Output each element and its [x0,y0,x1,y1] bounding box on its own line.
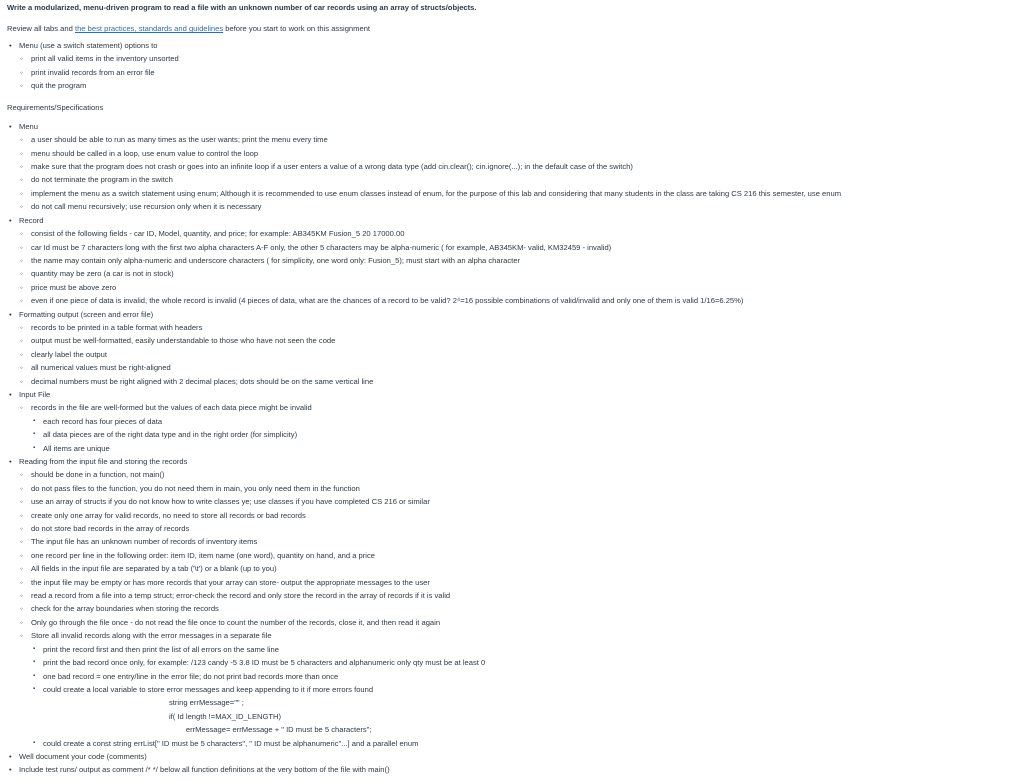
review-paragraph [7,22,1017,35]
list-item: • Menu (use a switch statement) options to ◦ print all valid items in the inventory unsorted ◦ print invalid records from an error file ◦ quit the program [19,39,1017,93]
assignment-title: Write a modularized, menu-driven program to read a file with an unknown number of car records using an array of structs/objects. [7,3,477,12]
list-item: ◦ records to be printed in a table format with headers [31,321,1017,334]
list-item: ◦ price must be above zero [31,281,1017,294]
list-item: ◦ a user should be able to run as many times as the user wants; print the menu every time [31,133,1017,146]
reading-section: • Reading from the input file and storing the records ◦ should be done in a function, not main() ◦ do not pass files to the function, you do not need them in main, you only need them in the function ◦ use an array of structs if you do not know how to write classes ye; use classes if you have completed CS 216 or similar ◦ create only one array for valid records, no need to store all records or bad records ◦ do not store bad records in the array of records ◦ The input file has an unknown number of records of inventory items ◦ one record per line in the following order: item ID, item name (one word), quantity on hand, and a price ◦ All fields in the input file are separated by a tab ('\t') or a blank (up to you) ◦ the input file may be empty or has more records that your array can store- output the appropriate messages to the user ◦ read a record from a file into a temp struct; error-check the record and only store the record in the array of records if it is valid ◦ check for the array boundaries when storing the records ◦ Only go through the file once - do not read the file once to count the number of the records, close it, and then read it again ◦ Store all invalid records along with the error messages in a separate file ▪ print the record first and then print the list of all errors on the same line ▪ print the bad record once only, for example: /123 candy -5 3.8 ID must be 5 characters and alphanumeric only qty must be at least 0 ▪ one bad record = one entry/line in the error file; do not print bad records more than once ▪ could create a local variable to store error messages and keep appending to it if more errors found string errMessage="" ; if( Id length !=MAX_ID_LENGTH) errMessage= errMessage + " ID must be 5 characters"; ▪ could create a const string errList[" ID must be 5 characters", " ID must be alphanumeric"...] and a parallel enum [19,455,1017,750]
list-item: ◦ output must be well-formatted, easily understandable to those who have not seen the code [31,334,1017,347]
list-item: ▪ print the record first and then print the list of all errors on the same line [43,643,1017,656]
list-item: ◦ should be done in a function, not main() [31,468,1017,481]
list-item: ◦ implement the menu as a switch statement using enum; Although it is recommended to use enum classes instead of enum, for the purpose of this lab and considering that many students in the class are taking CS 216 this semester, use enum [31,187,1017,200]
list-item: ◦ car Id must be 7 characters long with the first two alpha characters A-F only, the other 5 characters may be alpha-numeric ( for example, AB345KM- valid, KM32459 - invalid) [31,241,1017,254]
list-item: ◦ one record per line in the following order: item ID, item name (one word), quantity on hand, and a price [31,549,1017,562]
list-item: • Include test runs/ output as comment /* */ below all function definitions at the very bottom of the file with main() [19,763,1017,776]
assignment-document [7,0,1017,777]
list-item: ◦ create only one array for valid records, no need to store all records or bad records [31,509,1017,522]
list-item: ◦ clearly label the output [31,348,1017,361]
list-item: ◦ do not store bad records in the array of records [31,522,1017,535]
list-item: ◦ print all valid items in the inventory unsorted [31,52,1017,65]
list-item: ◦ do not call menu recursively; use recursion only when it is necessary [31,200,1017,213]
input-file-section: • Input File ◦ records in the file are well-formed but the values of each data piece might be invalid ▪ each record has four pieces of data ▪ all data pieces are of the right data type and in the right order (for simplicity) ▪ All items are unique [19,388,1017,455]
list-item: ◦ The input file has an unknown number of records of inventory items [31,535,1017,548]
intro-list [7,39,1017,93]
list-item: ◦ consist of the following fields - car ID, Model, quantity, and price; for example: AB345KM Fusion_5 20 17000.00 [31,227,1017,240]
list-item: ◦ read a record from a file into a temp struct; error-check the record and only store the record in the array of records if it is valid [31,589,1017,602]
code-line: if( Id length !=MAX_ID_LENGTH) [169,711,282,721]
list-item: ◦ all numerical values must be right-aligned [31,361,1017,374]
code-line: errMessage= errMessage + " ID must be 5 characters"; [169,725,372,735]
list-item: ◦ print invalid records from an error file [31,66,1017,79]
list-item: ◦ even if one piece of data is invalid, the whole record is invalid (4 pieces of data, what are the chances of a record to be valid? 2⁴=16 possible combinations of valid/invalid and only one of them is valid 1/16=6.25%) [31,294,1017,307]
review-text-after: before you start to work on this assignment [223,24,371,34]
list-item: ◦ quit the program [31,79,1017,92]
list-item: • Well document your code (comments) [19,750,1017,763]
list-item: ◦ do not pass files to the function, you do not need them in main, you only need them in the function [31,482,1017,495]
list-item: ◦ All fields in the input file are separated by a tab ('\t') or a blank (up to you) [31,562,1017,575]
list-item: ▪ all data pieces are of the right data type and in the right order (for simplicity) [43,428,1017,441]
list-item: ◦ use an array of structs if you do not know how to write classes ye; use classes if you have completed CS 216 or similar [31,495,1017,508]
requirements-list [7,120,1017,777]
requirements-heading: Requirements/Specifications [7,103,104,113]
list-item: ◦ do not terminate the program in the switch [31,173,1017,186]
list-item: ◦ decimal numbers must be right aligned with 2 decimal places; dots should be on the same vertical line [31,375,1017,388]
list-item: ◦ make sure that the program does not crash or goes into an infinite loop if a user enters a value of a wrong data type (add cin.clear(); cin.ignore(...); in the default case of the switch) [31,160,1017,173]
code-line: string errMessage="" ; [169,698,244,708]
menu-section: • Menu ◦ a user should be able to run as many times as the user wants; print the menu every time ◦ menu should be called in a loop, use enum value to control the loop ◦ make sure that the program does not crash or goes into an infinite loop if a user enters a value of a wrong data type (add cin.clear(); cin.ignore(...); in the default case of the switch) ◦ do not terminate the program in the switch ◦ implement the menu as a switch statement using enum; Although it is recommended to use enum classes instead of enum, for the purpose of this lab and considering that many students in the class are taking CS 216 this semester, use enum ◦ do not call menu recursively; use recursion only when it is necessary [19,120,1017,214]
code-sample [31,696,1017,736]
list-item: ◦ the input file may be empty or has more records that your array can store- output the appropriate messages to the user [31,576,1017,589]
list-item: ◦ the name may contain only alpha-numeric and underscore characters ( for simplicity, one word only: Fusion_5); must start with an alpha character [31,254,1017,267]
list-item: ◦ Only go through the file once - do not read the file once to count the number of the records, close it, and then read it again [31,616,1017,629]
list-item: ◦ check for the array boundaries when storing the records [31,602,1017,615]
best-practices-link[interactable]: the best practices, standards and guidelines [74,24,224,34]
formatting-section: • Formatting output (screen and error file) ◦ records to be printed in a table format with headers ◦ output must be well-formatted, easily understandable to those who have not seen the code ◦ clearly label the output ◦ all numerical values must be right-aligned ◦ decimal numbers must be right aligned with 2 decimal places; dots should be on the same vertical line [19,308,1017,388]
review-text-before: Review all tabs and [7,24,75,34]
list-item: ▪ each record has four pieces of data [43,415,1017,428]
list-item: ▪ could create a const string errList[" ID must be 5 characters", " ID must be alphanumeric"...] and a parallel enum [43,737,1017,750]
list-item: ◦ quantity may be zero (a car is not in stock) [31,267,1017,280]
list-item: ◦ records in the file are well-formed but the values of each data piece might be invalid ▪ each record has four pieces of data ▪ all data pieces are of the right data type and in the right order (for simplicity) ▪ All items are unique [31,401,1017,455]
record-section: • Record ◦ consist of the following fields - car ID, Model, quantity, and price; for example: AB345KM Fusion_5 20 17000.00 ◦ car Id must be 7 characters long with the first two alpha characters A-F only, the other 5 characters may be alpha-numeric ( for example, AB345KM- valid, KM32459 - invalid) ◦ the name may contain only alpha-numeric and underscore characters ( for simplicity, one word only: Fusion_5); must start with an alpha character ◦ quantity may be zero (a car is not in stock) ◦ price must be above zero ◦ even if one piece of data is invalid, the whole record is invalid (4 pieces of data, what are the chances of a record to be valid? 2⁴=16 possible combinations of valid/invalid and only one of them is valid 1/16=6.25%) [19,214,1017,308]
list-item: ▪ one bad record = one entry/line in the error file; do not print bad records more than once [43,670,1017,683]
list-item: ◦ Store all invalid records along with the error messages in a separate file ▪ print the record first and then print the list of all errors on the same line ▪ print the bad record once only, for example: /123 candy -5 3.8 ID must be 5 characters and alphanumeric only qty must be at least 0 ▪ one bad record = one entry/line in the error file; do not print bad records more than once ▪ could create a local variable to store error messages and keep appending to it if more errors found string errMessage="" ; if( Id length !=MAX_ID_LENGTH) errMessage= errMessage + " ID must be 5 characters"; ▪ could create a const string errList[" ID must be 5 characters", " ID must be alphanumeric"...] and a parallel enum [31,629,1017,750]
list-item: ▪ All items are unique [43,442,1017,455]
list-item: ▪ could create a local variable to store error messages and keep appending to it if more errors found [43,683,1017,696]
list-item: ◦ menu should be called in a loop, use enum value to control the loop [31,147,1017,160]
list-item: ▪ print the bad record once only, for example: /123 candy -5 3.8 ID must be 5 characters and alphanumeric only qty must be at least 0 [43,656,1017,669]
